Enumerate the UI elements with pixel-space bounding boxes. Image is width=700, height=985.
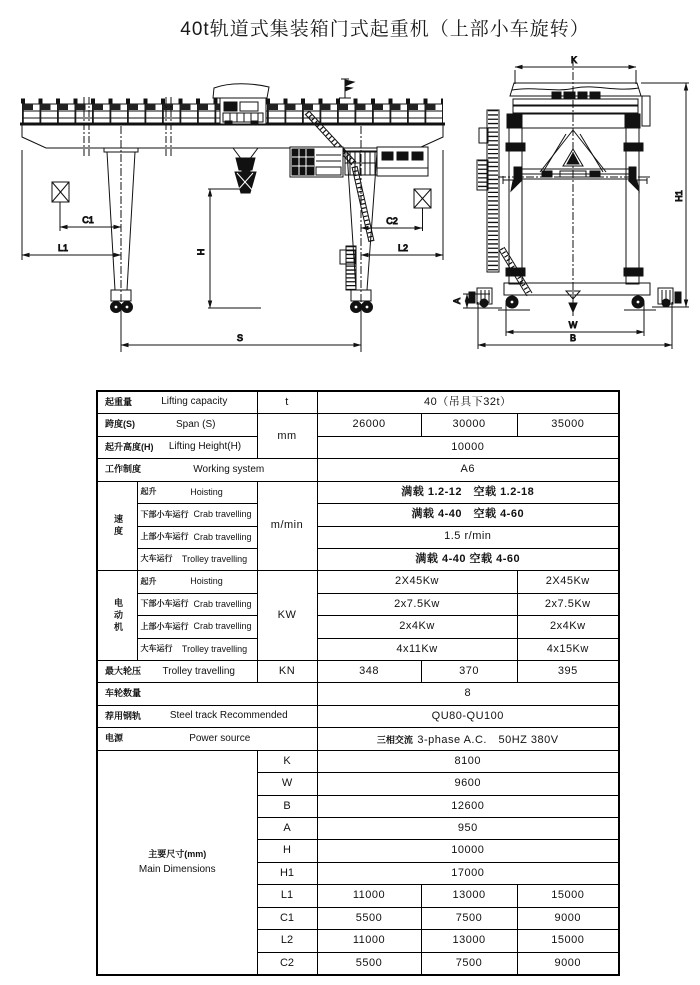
lifting-capacity-value: 40（吊具下32t） xyxy=(317,391,619,414)
dim-key-c1: C1 xyxy=(257,907,317,929)
operator-cabin-icon xyxy=(290,147,343,177)
speed-upper-trolley-value: 1.5 r/min xyxy=(317,526,619,548)
speed-lower-trolley-label: 下部小车运行 Crab travelling xyxy=(140,509,252,520)
speed-upper-trolley-label: 上部小车运行 Crab travelling xyxy=(140,531,252,542)
dim-key-l1: L1 xyxy=(257,885,317,907)
dim-label-a: A xyxy=(452,297,462,305)
dim-label-h: H xyxy=(196,248,206,256)
dim-value-l2-2: 13000 xyxy=(421,930,517,952)
dim-value-b: 12600 xyxy=(317,795,619,817)
row-steel-track xyxy=(97,705,619,727)
side-view xyxy=(452,55,689,349)
row-motor-upper-trolley xyxy=(97,616,619,638)
spreader-icon xyxy=(503,130,647,191)
speed-group-label: 速度 xyxy=(112,514,123,539)
dim-key-w: W xyxy=(257,773,317,795)
wheel-count-label: 车轮数量 xyxy=(105,688,142,699)
row-working-system xyxy=(97,459,619,481)
row-speed-hoisting xyxy=(97,481,619,503)
span-label: 跨度(S) Span (S) xyxy=(105,418,216,430)
span-value-3: 35000 xyxy=(517,414,619,436)
max-wheel-load-label: 最大轮压 Trolley travelling xyxy=(105,665,235,677)
dim-value-l2-1: 11000 xyxy=(317,930,421,952)
hook-block-icon xyxy=(233,148,258,193)
span-unit: mm xyxy=(257,414,317,459)
row-speed-lower-trolley xyxy=(97,504,619,526)
max-wheel-load-value-1: 348 xyxy=(317,661,421,683)
dim-value-w: 9600 xyxy=(317,773,619,795)
wheel-count-value: 8 xyxy=(317,683,619,705)
row-speed-upper-trolley xyxy=(97,526,619,548)
power-source-label: 电源 Power source xyxy=(105,732,251,744)
motor-hoisting-label: 起升 Hoisting xyxy=(140,576,223,587)
specification-table xyxy=(96,390,620,976)
dim-label-w: W xyxy=(568,320,578,330)
motor-gantry-label: 大车运行 Trolley travelling xyxy=(140,643,248,654)
speed-hoisting-label: 起升 Hoisting xyxy=(140,486,223,497)
dim-value-c1-2: 7500 xyxy=(421,907,517,929)
dim-label-c1: C1 xyxy=(82,215,94,225)
max-wheel-load-value-2: 370 xyxy=(421,661,517,683)
row-wheel-count xyxy=(97,683,619,705)
dim-value-l1-1: 11000 xyxy=(317,885,421,907)
dim-value-a: 950 xyxy=(317,818,619,840)
motor-upper-trolley-value-1: 2x4Kw xyxy=(317,616,517,638)
dim-key-c2: C2 xyxy=(257,952,317,975)
dim-label-c2: C2 xyxy=(386,216,398,226)
dim-key-h1: H1 xyxy=(257,862,317,884)
lifting-height-value: 10000 xyxy=(317,436,619,458)
dim-label-s: S xyxy=(236,333,244,343)
dim-value-h: 10000 xyxy=(317,840,619,862)
dim-value-l1-2: 13000 xyxy=(421,885,517,907)
dim-value-c1-1: 5500 xyxy=(317,907,421,929)
span-value-2: 30000 xyxy=(421,414,517,436)
speed-gantry-value: 满载 4-40 空载 4-60 xyxy=(317,548,619,570)
dim-label-h1: H1 xyxy=(674,190,684,202)
row-lifting-capacity xyxy=(97,391,619,414)
dim-value-c2-1: 5500 xyxy=(317,952,421,975)
row-motor-hoisting xyxy=(97,571,619,593)
lifting-capacity-label: 起重量 Lifting capacity xyxy=(105,396,228,408)
working-system-label: 工作制度 Working system xyxy=(105,463,265,475)
row-max-wheel-load xyxy=(97,661,619,683)
row-dim-k xyxy=(97,750,619,772)
left-clearance-box-icon xyxy=(52,182,69,231)
dim-label-l1: L1 xyxy=(57,243,69,253)
row-speed-gantry xyxy=(97,548,619,570)
working-system-value: A6 xyxy=(317,459,619,481)
right-clearance-box-icon xyxy=(414,189,431,231)
dim-key-l2: L2 xyxy=(257,930,317,952)
motor-unit: KW xyxy=(257,571,317,661)
lifting-height-label: 起升高度(H) Lifting Height(H) xyxy=(105,441,242,453)
max-wheel-load-value-3: 395 xyxy=(517,661,619,683)
span-value-1: 26000 xyxy=(317,414,421,436)
steel-track-label: 荐用钢轨 Steel track Recommended xyxy=(105,710,288,722)
electrical-room-icon xyxy=(377,147,428,176)
dim-value-c2-3: 9000 xyxy=(517,952,619,975)
motor-upper-trolley-value-2: 2x4Kw xyxy=(517,616,619,638)
dim-value-c2-2: 7500 xyxy=(421,952,517,975)
dim-label-b: B xyxy=(569,333,577,343)
lifting-capacity-unit: t xyxy=(257,391,317,414)
dim-key-b: B xyxy=(257,795,317,817)
speed-lower-trolley-value: 满载 4-40 空载 4-60 xyxy=(317,504,619,526)
dim-key-a: A xyxy=(257,818,317,840)
main-dimensions-label: 主要尺寸(mm) Main Dimensions xyxy=(97,750,257,975)
front-view xyxy=(20,79,445,352)
dim-label-l2: L2 xyxy=(397,243,409,253)
dim-value-c1-3: 9000 xyxy=(517,907,619,929)
front-view-dimensions xyxy=(22,150,443,350)
dim-value-h1: 17000 xyxy=(317,862,619,884)
row-motor-gantry xyxy=(97,638,619,660)
dim-label-k: K xyxy=(570,55,578,65)
max-wheel-load-unit: KN xyxy=(257,661,317,683)
dim-value-k: 8100 xyxy=(317,750,619,772)
motor-hoisting-value-1: 2X45Kw xyxy=(317,571,517,593)
row-lifting-height xyxy=(97,436,619,458)
dim-key-k: K xyxy=(257,750,317,772)
dim-value-l1-3: 15000 xyxy=(517,885,619,907)
motor-group-label: 电动机 xyxy=(112,597,123,634)
dim-key-h: H xyxy=(257,840,317,862)
power-source-value: 三相交流 3-phase A.C. 50HZ 380V xyxy=(317,728,619,750)
motor-gantry-value-1: 4x11Kw xyxy=(317,638,517,660)
motor-lower-trolley-label: 下部小车运行 Crab travelling xyxy=(140,598,252,609)
speed-unit: m/min xyxy=(257,481,317,571)
page-title: 40t轨道式集装箱门式起重机（上部小车旋转） xyxy=(180,19,590,40)
steel-track-value: QU80-QU100 xyxy=(317,705,619,727)
anemometer-icon xyxy=(339,79,354,98)
speed-hoisting-value: 满载 1.2-12 空载 1.2-18 xyxy=(317,481,619,503)
motor-hoisting-value-2: 2X45Kw xyxy=(517,571,619,593)
row-motor-lower-trolley xyxy=(97,593,619,615)
motor-upper-trolley-label: 上部小车运行 Crab travelling xyxy=(140,621,252,632)
speed-gantry-label: 大车运行 Trolley travelling xyxy=(140,553,248,564)
motor-lower-trolley-value-1: 2x7.5Kw xyxy=(317,593,517,615)
dim-value-l2-3: 15000 xyxy=(517,930,619,952)
motor-gantry-value-2: 4x15Kw xyxy=(517,638,619,660)
portal-frame xyxy=(506,114,643,284)
row-power-source xyxy=(97,728,619,750)
row-span xyxy=(97,414,619,436)
motor-lower-trolley-value-2: 2x7.5Kw xyxy=(517,593,619,615)
upper-trolley-house-icon xyxy=(213,84,269,125)
